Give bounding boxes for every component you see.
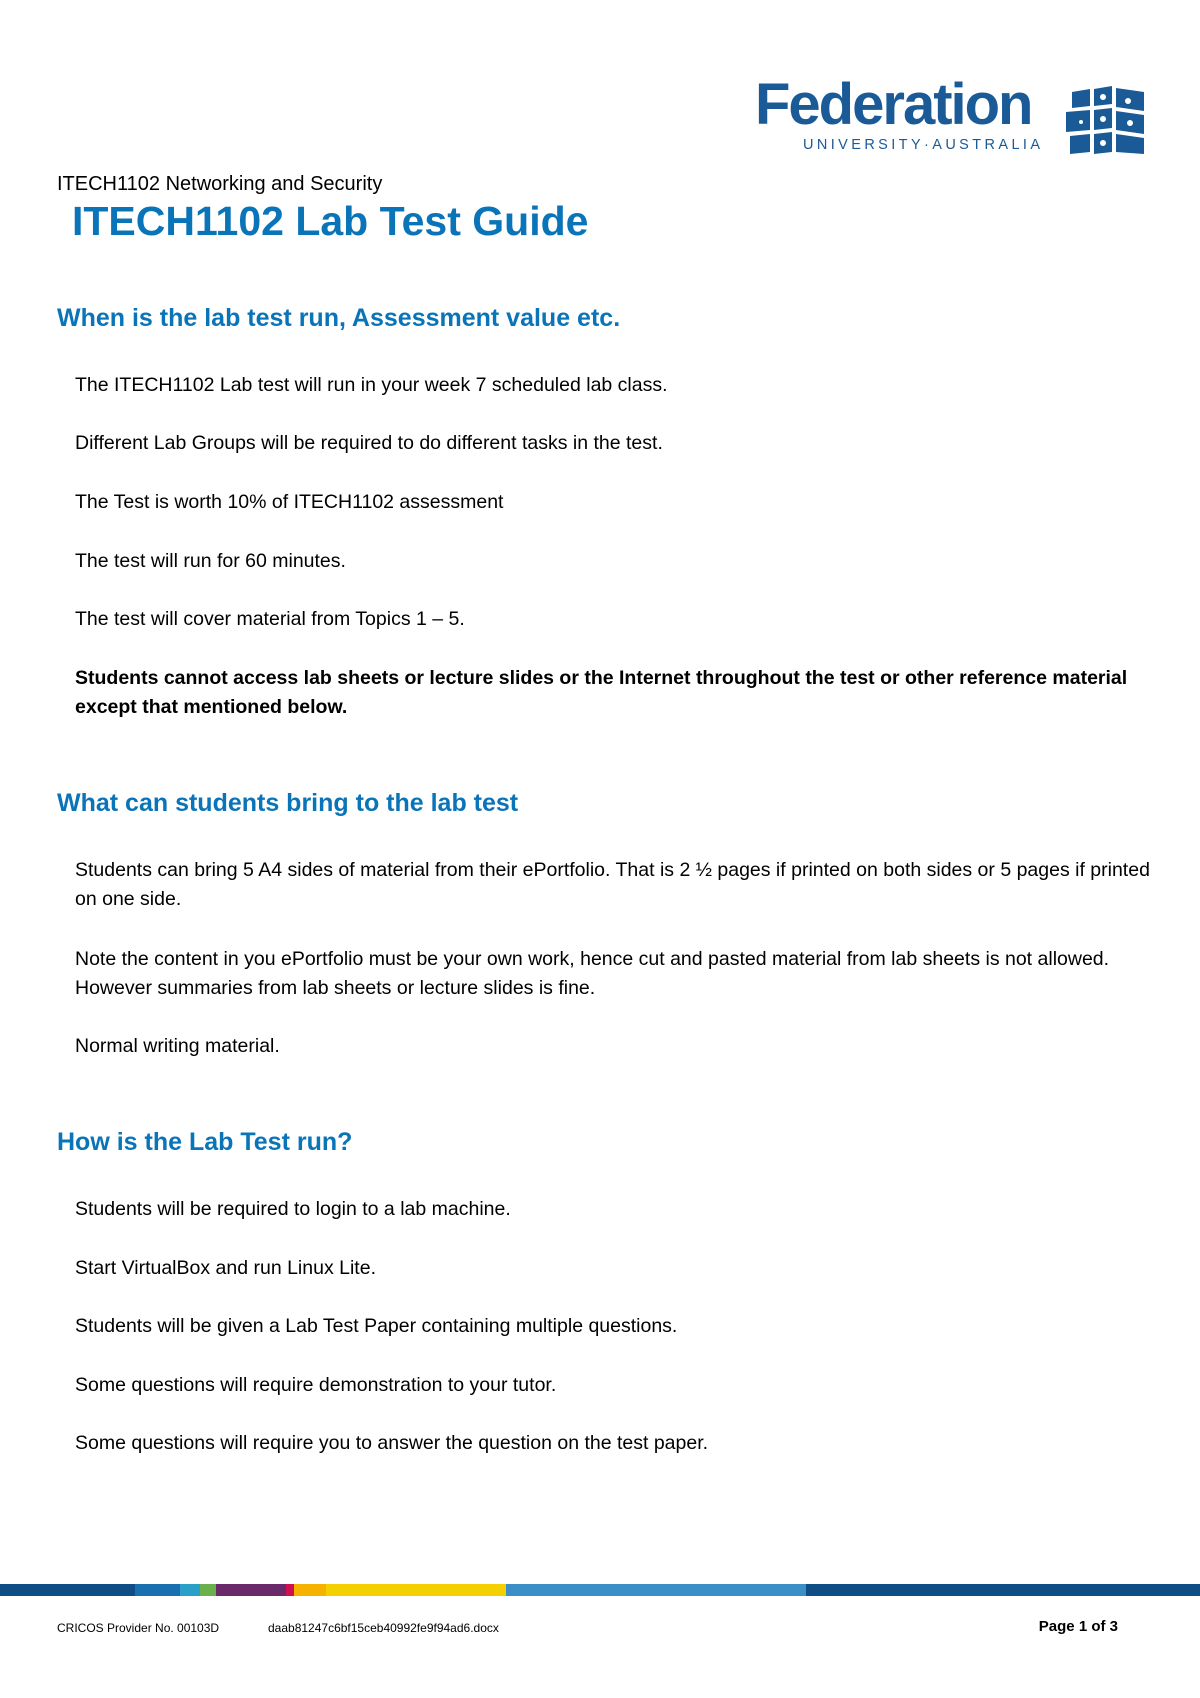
paragraph: Normal writing material. — [75, 1035, 280, 1057]
band-segment — [806, 1584, 1200, 1596]
paragraph: The test will cover material from Topics 1 – 5. — [75, 608, 465, 630]
document-title: ITECH1102 Lab Test Guide — [72, 198, 589, 244]
paragraph-restrictions: Students cannot access lab sheets or lecture slides or the Internet throughout the test or other reference material except that mentioned below. — [75, 667, 1128, 718]
footer-color-band — [0, 1584, 1200, 1596]
logo-wordmark: Federation — [755, 72, 1032, 137]
paragraph: The Test is worth 10% of ITECH1102 assessment — [75, 491, 504, 513]
band-segment — [286, 1584, 294, 1596]
section-heading-how: How is the Lab Test run? — [57, 1128, 353, 1156]
southern-cross-flag-icon — [1066, 86, 1146, 156]
federation-university-logo — [755, 72, 1147, 160]
band-segment — [0, 1584, 135, 1596]
paragraph: Students will be given a Lab Test Paper containing multiple questions. — [75, 1315, 678, 1337]
section-heading-when: When is the lab test run, Assessment value etc. — [57, 304, 621, 332]
paragraph: Note the content in you ePortfolio must be your own work, hence cut and pasted material from lab sheets is not allowed. However summaries from lab sheets or lecture slides is fine. — [75, 948, 1110, 999]
paragraph: Students will be required to login to a lab machine. — [75, 1198, 511, 1220]
paragraph: Students can bring 5 A4 sides of material from their ePortfolio. That is 2 ½ pages if printed on both sides or 5 pages if printed on one side. — [75, 859, 1150, 910]
band-segment — [326, 1584, 506, 1596]
band-segment — [200, 1584, 216, 1596]
file-name: daab81247c6bf15ceb40992fe9f94ad6.docx — [268, 1621, 499, 1635]
course-name: ITECH1102 Networking and Security — [57, 173, 383, 195]
paragraph: Some questions will require demonstration to your tutor. — [75, 1374, 557, 1396]
paragraph: The test will run for 60 minutes. — [75, 550, 346, 572]
band-segment — [135, 1584, 180, 1596]
paragraph: Some questions will require you to answer the question on the test paper. — [75, 1432, 709, 1454]
band-segment — [506, 1584, 806, 1596]
band-segment — [216, 1584, 286, 1596]
paragraph: Different Lab Groups will be required to do different tasks in the test. — [75, 432, 663, 454]
section-heading-bring: What can students bring to the lab test — [57, 789, 519, 817]
band-segment — [294, 1584, 326, 1596]
page-number: Page 1 of 3 — [1038, 1618, 1118, 1635]
paragraph: The ITECH1102 Lab test will run in your week 7 scheduled lab class. — [75, 374, 668, 396]
logo-subtitle: UNIVERSITY·AUSTRALIA — [803, 137, 1044, 153]
band-segment — [180, 1584, 200, 1596]
paragraph: Start VirtualBox and run Linux Lite. — [75, 1257, 376, 1279]
cricos-provider: CRICOS Provider No. 00103D — [57, 1621, 220, 1635]
